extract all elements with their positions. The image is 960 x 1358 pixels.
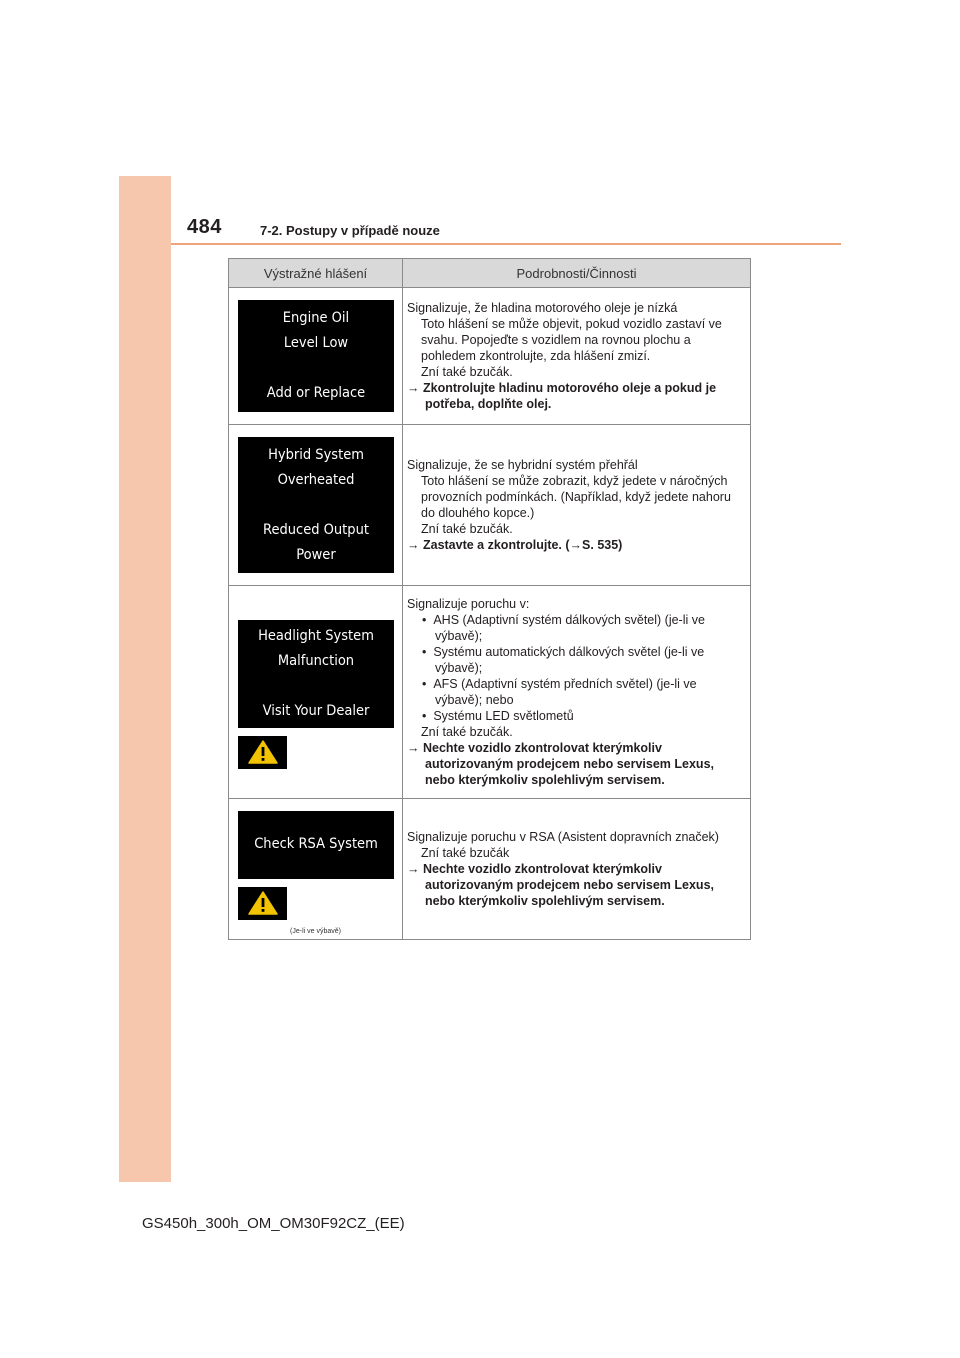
table-row xyxy=(229,799,751,940)
warning-triangle-icon xyxy=(248,740,278,764)
display-line: Add or Replace xyxy=(266,385,366,401)
details-bullet: • Systému automatických dálkových světel (je-li ve výbavě); xyxy=(422,645,705,675)
display-line: Power xyxy=(296,546,336,563)
details-note: Toto hlášení se může objevit, pokud vozidlo zastaví ve svahu. Popojeďte s vozidlem na rovnou plochu a pohledem zkontrolujte, zda hlášení zmizí. xyxy=(421,317,722,363)
header-rule xyxy=(171,243,841,245)
display-line: Headlight System xyxy=(258,627,374,644)
display-line: Overheated xyxy=(277,471,355,488)
display-gap xyxy=(238,493,394,518)
display-line: Check RSA System xyxy=(254,836,378,852)
display-message xyxy=(238,811,394,879)
details-lead: Signalizuje poruchu v: xyxy=(407,597,530,611)
details-note: Zní také bzučák. xyxy=(421,522,513,536)
details-cell xyxy=(403,288,751,425)
details-lead: Signalizuje poruchu v RSA (Asistent dopravních značek) xyxy=(407,830,719,844)
section-title: 7-2. Postupy v případě nouze xyxy=(260,223,440,238)
message-cell xyxy=(229,799,403,940)
details-bullet: • AFS (Adaptivní systém předních světel) (je-li ve výbavě); nebo xyxy=(422,677,697,707)
action-text: Nechte vozidlo zkontrolovat kterýmkoliv autorizovaným prodejcem nebo servisem Lexus, nebo kterýmkoliv spolehlivým servisem. xyxy=(422,862,714,908)
display-message xyxy=(238,300,394,412)
table-row xyxy=(229,288,751,425)
action-text: Nechte vozidlo zkontrolovat kterýmkoliv autorizovaným prodejcem nebo servisem Lexus, nebo kterýmkoliv spolehlivým servisem. xyxy=(422,741,714,787)
bullet-text: Systému automatických dálkových světel (je-li ve výbavě); xyxy=(433,645,705,675)
warning-light xyxy=(238,887,287,920)
display-message xyxy=(238,437,394,573)
bullet-text: AHS (Adaptivní systém dálkových světel) (je-li ve výbavě); xyxy=(433,613,705,643)
table-header-row xyxy=(229,259,751,288)
bullet-text: AFS (Adaptivní systém předních světel) (je-li ve výbavě); nebo xyxy=(433,677,697,707)
chapter-color-band xyxy=(119,176,171,1182)
message-cell xyxy=(229,425,403,586)
display-message xyxy=(238,620,394,728)
details-bullet: • AHS (Adaptivní systém dálkových světel) (je-li ve výbavě); xyxy=(422,613,705,643)
manual-code: GS450h_300h_OM_OM30F92CZ_(EE) xyxy=(142,1215,405,1232)
details-lead: Signalizuje, že hladina motorového oleje je nízká xyxy=(407,301,678,315)
column-header-message: Výstražné hlášení xyxy=(229,259,403,288)
display-gap xyxy=(238,356,394,381)
details-cell xyxy=(403,425,751,586)
display-line: Visit Your Dealer xyxy=(262,702,370,719)
display-gap xyxy=(238,674,394,699)
warning-messages-table xyxy=(228,258,751,940)
display-line: Reduced Output xyxy=(263,521,369,538)
warning-triangle-icon xyxy=(248,891,278,915)
details-note: Zní také bzučák. xyxy=(421,725,513,739)
optional-equipment-note: (Je-li ve výbavě) xyxy=(290,927,341,935)
details-cell xyxy=(403,586,751,799)
action-text: Zastavte a zkontrolujte. (→S. 535) xyxy=(422,538,623,552)
display-line: Level Low xyxy=(283,335,349,351)
details-action: → Zastavte a zkontrolujte. (→S. 535) xyxy=(407,538,623,552)
details-action: → Zkontrolujte hladinu motorového oleje a pokud je potřeba, doplňte olej. xyxy=(407,381,717,411)
details-bullet: • Systému LED světlometů xyxy=(422,709,574,723)
bullet-text: Systému LED světlometů xyxy=(433,709,574,723)
display-line: Malfunction xyxy=(277,652,355,669)
details-action: → Nechte vozidlo zkontrolovat kterýmkoliv autorizovaným prodejcem nebo servisem Lexus, nebo kterýmkoliv spolehlivým servisem. xyxy=(407,741,714,787)
details-action: → Nechte vozidlo zkontrolovat kterýmkoliv autorizovaným prodejcem nebo servisem Lexus, nebo kterýmkoliv spolehlivým servisem. xyxy=(407,862,714,908)
column-header-details: Podrobnosti/Činnosti xyxy=(403,259,751,288)
details-note: Zní také bzučák. xyxy=(421,365,513,379)
details-note: Toto hlášení se může zobrazit, když jedete v náročných provozních podmínkách. (Například, když jedete nahoru do dlouhého kopce.) xyxy=(421,474,731,520)
warning-light xyxy=(238,736,287,769)
display-line: Hybrid System xyxy=(268,446,364,463)
message-cell xyxy=(229,288,403,425)
message-cell xyxy=(229,586,403,799)
page-number: 484 xyxy=(187,216,222,238)
display-line: Engine Oil xyxy=(282,310,350,326)
action-text: Zkontrolujte hladinu motorového oleje a pokud je potřeba, doplňte olej. xyxy=(422,381,717,411)
table-row xyxy=(229,425,751,586)
details-note: Zní také bzučák xyxy=(421,846,510,860)
details-cell xyxy=(403,799,751,940)
details-lead: Signalizuje, že se hybridní systém přehřál xyxy=(407,458,638,472)
table-row xyxy=(229,586,751,799)
